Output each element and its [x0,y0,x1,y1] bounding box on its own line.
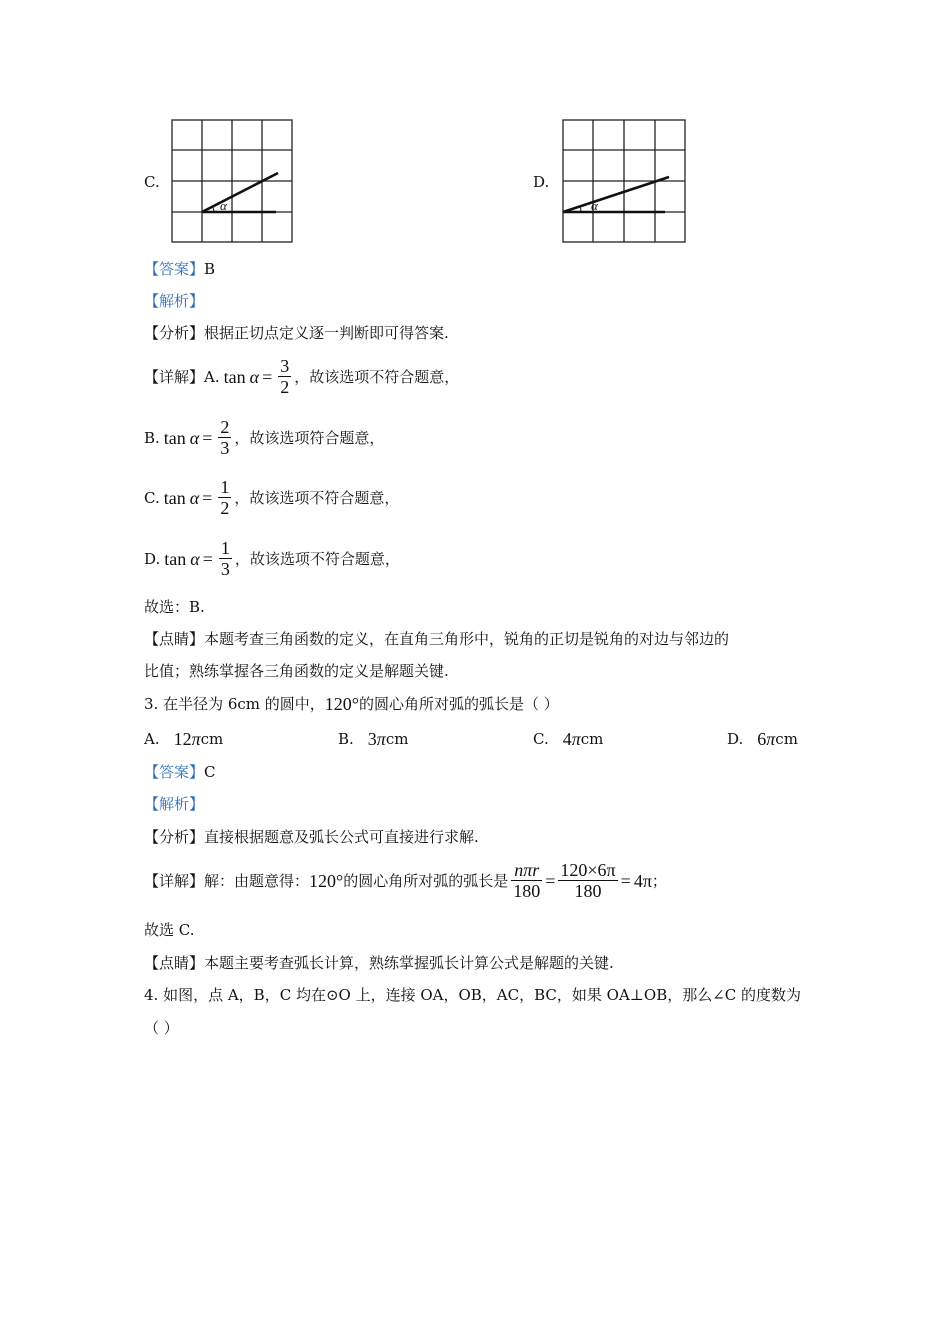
figure-c-grid [170,118,294,244]
q2-fenxi [144,323,449,343]
q2-dianjing-line1: 【点睛】本题考查三角函数的定义，在直角三角形中，锐角的正切是锐角的对边与邻边的 [144,630,730,648]
q3-stem: 3. 在半径为 6cm 的圆中， 120° 的圆心角所对弧的弧长是（ ） [144,694,559,714]
q3-fenxi: 【分析】直接根据题意及弧长公式可直接进行求解. [144,828,479,846]
q2-analysis-tag: 【解析】 [144,292,205,310]
q4-stem-line1: 4. 如图，点 A，B，C 均在⊙O 上，连接 OA，OB，AC，BC，如果 OA⊥OB，那么∠C 的度数为 [144,986,802,1004]
q2-frac-a: $\frac{3}{2}$ [280,356,290,397]
figure-d-grid [561,118,687,244]
figure-d-alpha: α [591,198,598,213]
figure-c-label: C. [144,173,160,191]
q2-answer-value: B [204,260,216,278]
q2-fenxi-text: 根据正切点定义逐一判断即可得答案. [204,324,449,342]
q2-dianjing-line2: 比值；熟练掌握各三角函数的定义是解题关键. [144,662,449,680]
q2-frac-b: $\frac{2}{3}$ [220,417,230,458]
q3-option-b: B. 3 π cm [338,729,409,749]
q3-frac-value: $\frac{120\times 6\pi}{180}$ [560,860,616,901]
q2-detail-d: D. tan α = $\frac{1}{3}$ ，故该选项不符合题意， [144,538,400,579]
q3-answer-value: C [204,763,216,781]
q3-option-d: D. 6 π cm [727,729,798,749]
q3-detail: 【详解】 解：由题意得： 120° 的圆心角所对弧的弧长是 $\frac{\text{nπr}}{180}$ = $\frac{120\times 6\pi}{180}$ = 4π ； [144,860,667,901]
q3-answer [144,762,216,782]
q2-conclusion: 故选：B. [144,598,205,616]
figure-c-alpha: α [220,198,227,213]
q2-fenxi-tag: 【分析】 [144,324,205,342]
q2-answer [144,259,215,279]
q3-analysis-tag: 【解析】 [144,795,205,813]
q3-frac-formula: $\frac{\text{nπr}}{180}$ [513,860,541,901]
q2-frac-c: $\frac{1}{2}$ [220,477,230,518]
q4-stem-line2: （ ） [144,1019,179,1037]
q2-answer-tag: 【答案】 [144,260,205,278]
q2-detail-b: B. tan α = $\frac{2}{3}$ ，故该选项符合题意， [144,417,385,458]
q2-dianjing-tag: 【点睛】 [144,630,205,648]
q2-detail-c: C. tan α = $\frac{1}{2}$ ，故该选项不符合题意， [144,477,400,518]
q3-answer-tag: 【答案】 [144,763,205,781]
q2-frac-d: $\frac{1}{3}$ [220,538,230,579]
figure-d-label: D. [533,173,550,191]
q3-option-a: A. 12 π cm [144,729,224,749]
q3-result: 4π [633,870,652,891]
q3-dianjing: 【点睛】本题主要考查弧长计算，熟练掌握弧长计算公式是解题的关键. [144,954,614,972]
q2-detail-a: 【详解】 A. tan α = $\frac{3}{2}$ ，故该选项不符合题意， [144,356,460,397]
q2-detail-tag: 【详解】 [144,367,205,386]
q3-conclusion: 故选 C. [144,921,195,939]
q3-option-c: C. 4 π cm [533,729,604,749]
